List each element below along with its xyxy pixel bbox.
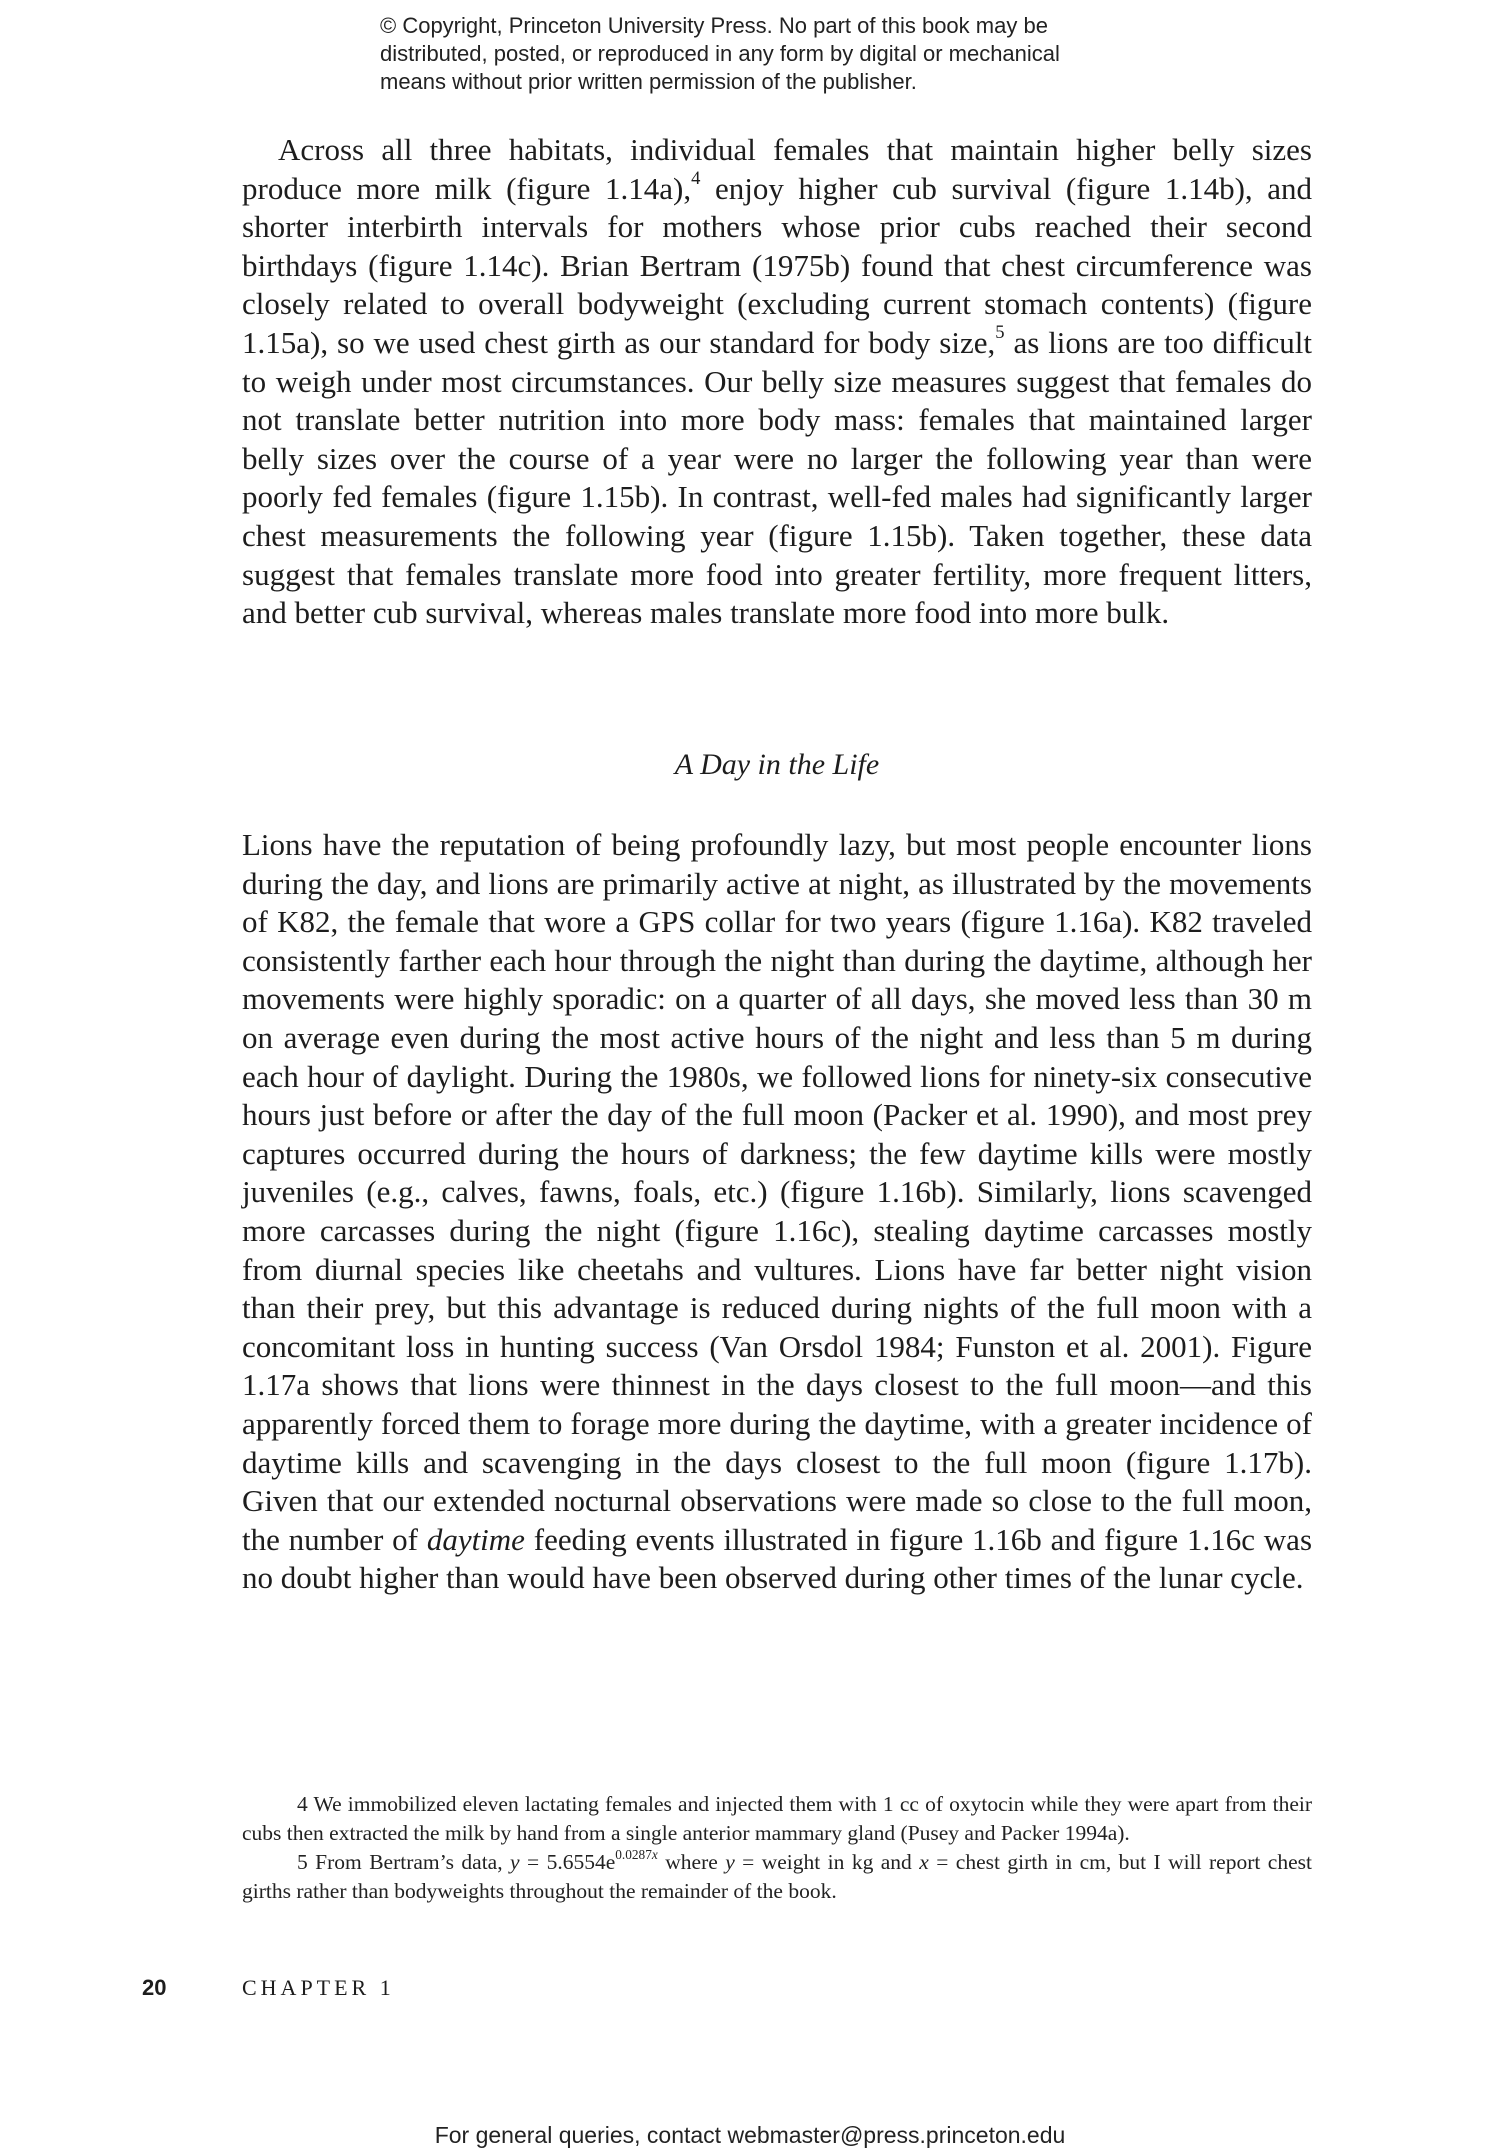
footnote-5-text-e: = chest girth in cm, but I will report chest girths rather than bodyweights throughout the remainder of the book. (242, 1850, 1312, 1903)
page-number: 20 (142, 1975, 167, 2000)
footnote-4: 4 We immobilized eleven lactating females and injected them with 1 cc of oxytocin while they were apart from their cubs then extracted the milk by hand from a single anterior mammary gland (Pusey and Packer 1994a). (242, 1792, 1312, 1845)
paragraph-2-text-a: Lions have the reputation of being profoundly lazy, but most people encounter lions during the day, and lions are primarily active at night, as illustrated by the movements of K82, the female that wore a GPS collar for two years (figure 1.16a). K82 traveled consistently farther each hour through the night than during the daytime, although her movements were highly sporadic: on a quarter of all days, she moved less than 30 m on average even during the most active hours of the night and less than 5 m during each hour of daylight. During the 1980s, we followed lions for ninety-six consecutive hours just before or after the day of the full moon (Packer et al. 1990), and most prey captures occurred during the hours of darkness; the few daytime kills were mostly juveniles (e.g., calves, fawns, foals, etc.) (figure 1.16b). Similarly, lions scavenged more carcasses during the night (figure 1.16c), stealing daytime carcasses mostly from diurnal species like cheetahs and vultures. Lions have far better night vision than their prey, but this advantage is reduced during nights of the full moon with a concomitant loss in hunting success (Van Orsdol 1984; Funston et al. 2001). Figure 1.17a shows that lions were thinnest in the days closest to the full moon—and this apparently forced them to forage more during the daytime, with a greater incidence of daytime kills and scavenging in the days closest to the full moon (figure 1.17b). Given that our extended nocturnal observations were made so close to the full moon, the number of (242, 827, 1312, 1557)
paragraph-2-italic: daytime (426, 1521, 525, 1557)
footnote-5-exponent-value: 0.0287 (615, 1847, 652, 1863)
footnote-5-var-y: y (510, 1850, 520, 1874)
copyright-line-3: means without prior written permission of the publisher. (380, 69, 917, 94)
footnote-5-var-y2: y (725, 1850, 735, 1874)
paragraph-1-text-c: as lions are too difficult to weigh under most circumstances. Our belly size measures suggest that females do not translate better nutrition into more body mass: females that maintained larger belly sizes over the course of a year were no larger the following year than were poorly fed females (figure 1.15b). In contrast, well-fed males had significantly larger chest measurements the following year (figure 1.15b). Taken together, these data suggest that females translate more food into greater fertility, more frequent litters, and better cub survival, whereas males translate more food into more bulk. (242, 324, 1312, 631)
footnote-5-exponent-var: x (651, 1847, 658, 1863)
footnote-5-text-a: 5 From Bertram’s data, (297, 1850, 511, 1874)
copyright-notice (380, 12, 1200, 96)
footnote-5-exponent (615, 1847, 658, 1862)
paragraph-1-text-a: Across all three habitats, individual females that maintain higher belly sizes produce more milk (figure 1.14a), (242, 132, 1312, 206)
footnote-5-text-c: where (657, 1850, 726, 1874)
body-paragraph-1 (242, 131, 1312, 633)
section-heading: A Day in the Life (674, 748, 880, 781)
footer-contact: For general queries, contact webmaster@press.princeton.edu (434, 2122, 1066, 2148)
body-paragraph-2 (242, 826, 1312, 1598)
footnote-5 (242, 1848, 1312, 1906)
paragraph-1-text-b: enjoy higher cub survival (figure 1.14b), and shorter interbirth intervals for mothers whose prior cubs reached their second birthdays (figure 1.14c). Brian Bertram (1975b) found that chest circumference was closely related to overall bodyweight (excluding current stomach contents) (figure 1.15a), so we used chest girth as our standard for body size, (242, 170, 1313, 360)
footnote-ref-5[interactable]: 5 (995, 322, 1005, 344)
footnote-ref-4[interactable]: 4 (691, 167, 701, 189)
footnotes (242, 1790, 1312, 1906)
copyright-line-1: © Copyright, Princeton University Press. No part of this book may be (380, 13, 1048, 38)
paragraph-2-text-b: feeding events illustrated in figure 1.16b and figure 1.16c was no doubt higher than would have been observed during other times of the lunar cycle. (242, 1521, 1313, 1596)
footnote-5-text-d: = weight in kg and (734, 1850, 920, 1874)
copyright-line-2: distributed, posted, or reproduced in any form by digital or mechanical (380, 41, 1060, 66)
footnote-5-var-x: x (919, 1850, 929, 1874)
footnote-5-equation: = 5.6554e (519, 1850, 616, 1874)
running-head: CHAPTER 1 (242, 1975, 395, 2000)
